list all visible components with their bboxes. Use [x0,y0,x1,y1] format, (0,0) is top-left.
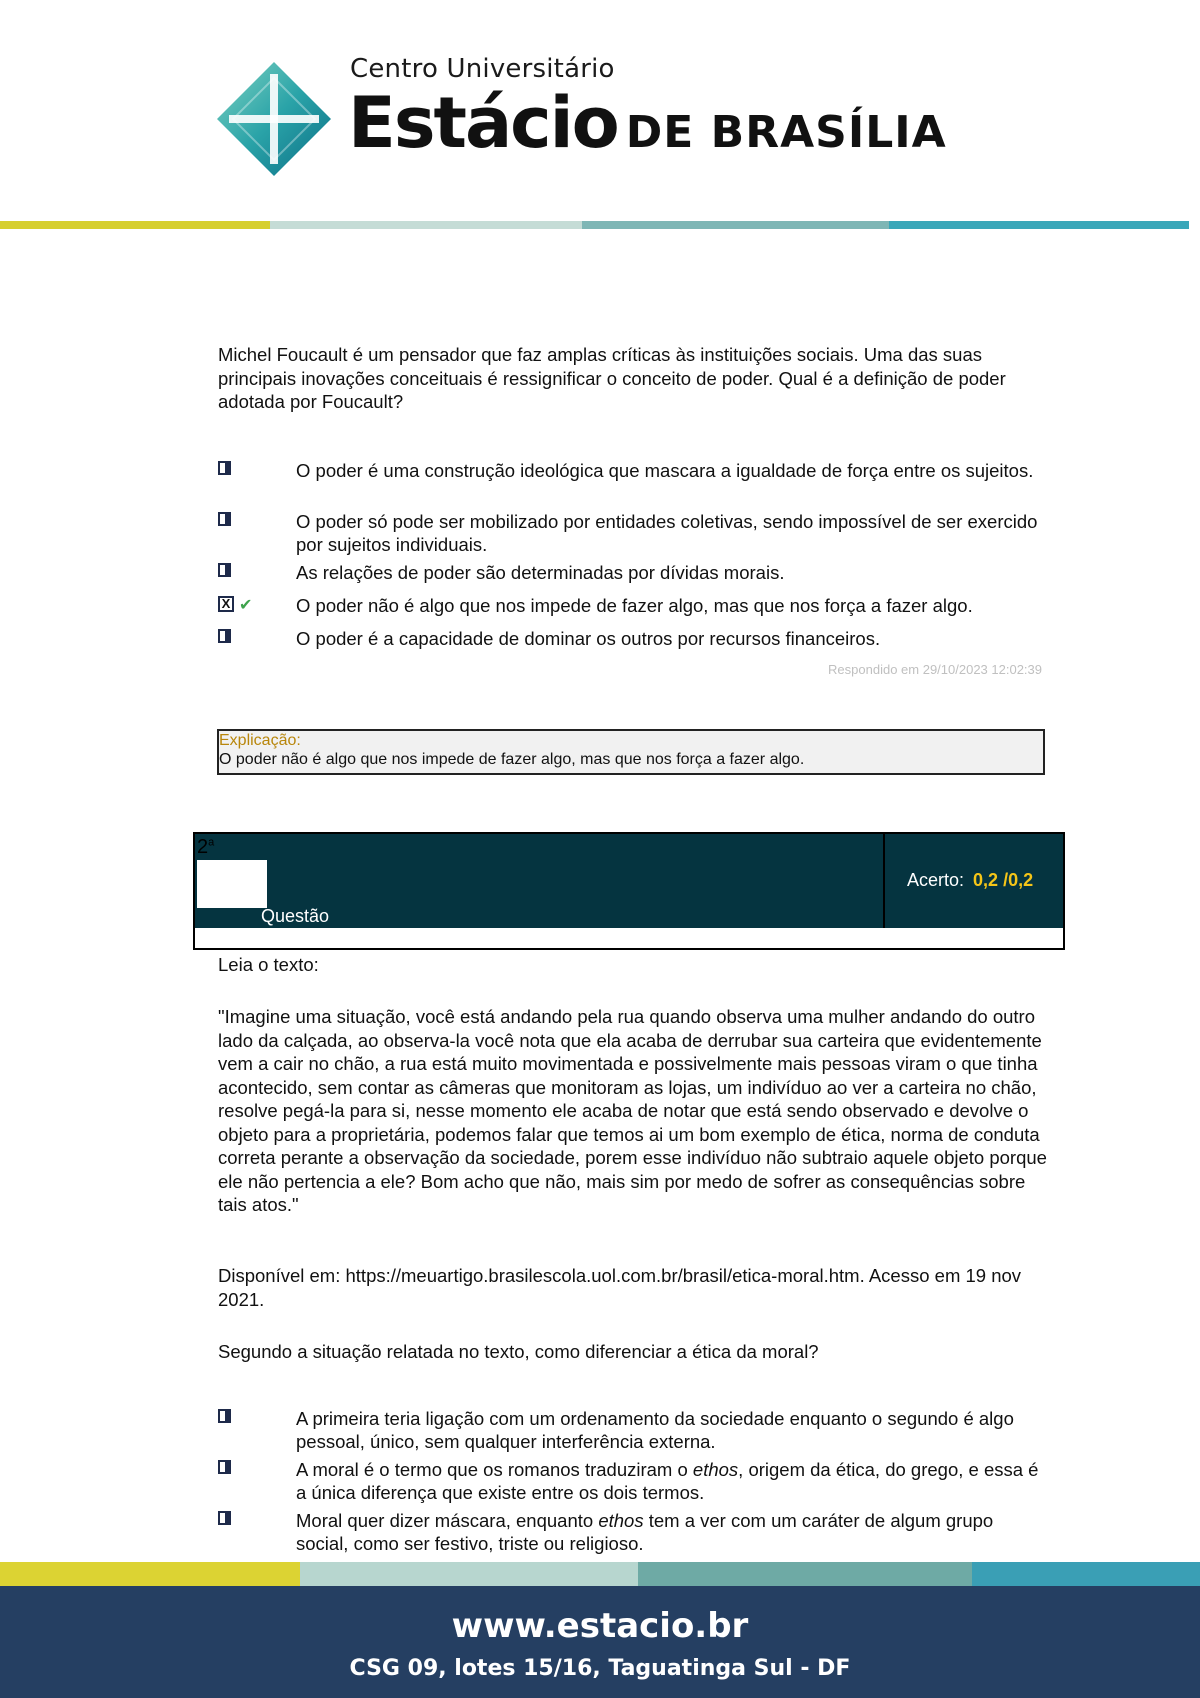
checkbox-icon[interactable] [218,1460,231,1474]
explanation-label: Explicação: [219,732,301,749]
logo-location: DE BRASÍLIA [625,107,947,158]
checkbox-icon[interactable] [218,512,231,526]
stripe-segment [0,1562,300,1586]
checkbox-icon[interactable] [218,1409,231,1423]
option-text: O poder é a capacidade de dominar os outros por recursos financeiros. [296,628,881,649]
checkbox-icon[interactable] [218,563,231,577]
stripe-segment [0,221,270,229]
question2-intro: Leia o texto: [218,954,319,975]
question-number-value: 2 [197,836,209,858]
option-text: O poder é uma construção ideológica que mascara a igualdade de força entre os sujeitos. [296,460,1034,481]
correct-check-icon: ✔ [239,597,253,614]
option-text: O poder só pode ser mobilizado por entidades coletivas, sendo impossível de ser exercido por sujeitos individuais. [296,511,1038,555]
logo-subtitle: Centro Universitário [350,54,615,84]
question-number-box [197,860,267,908]
footer [0,1586,1200,1698]
question-number [197,836,214,859]
checkbox-icon[interactable] [218,629,231,643]
option-text-pre: A primeira teria ligação com um ordenamento da sociedade enquanto o segundo é algo pessoal, único, sem qualquer interferência externa. [296,1408,1014,1452]
option-text-post: tem a ver com um caráter de algum grupo social, como ser festivo, triste ou religioso. [296,1510,994,1554]
stripe-segment [582,221,889,229]
header-divider [883,834,885,928]
answered-timestamp: Respondido em 29/10/2023 12:02:39 [828,662,1042,677]
institution-logo [215,54,1005,184]
diamond-logo-icon [215,60,333,178]
score-value: 0,2 /0,2 [973,870,1034,890]
checked-box-icon[interactable]: X [218,596,234,612]
footer-address: CSG 09, lotes 15/16, Taguatinga Sul - DF [349,1656,851,1681]
stripe-segment [638,1562,972,1586]
option-text [296,1509,1048,1555]
header-color-stripe [0,221,1189,229]
question2-header [193,832,1065,928]
option-text: As relações de poder são determinadas por dívidas morais. [296,562,785,583]
checkbox-icon[interactable] [218,1511,231,1525]
question-number-suffix: a [208,836,215,849]
question2-quote: "Imagine uma situação, você está andando pela rua quando observa uma mulher andando do outro lado da calçada, ao observa-la você nota que ela acaba de derrubar sua carteira que evidentemente vem a cair no chão, a rua está muito movimentada e possivelmente mais pessoas viram o que tinha acontecido, sem contar as câmeras que monitoram as lojas, um indivíduo ao ver a carteira no chão, resolve pegá-la para si, nesse momento ele acaba de notar que está sendo observado e devolve o objeto para a proprietária, podemos falar que temos ai um bom exemplo de ética, norma de conduta correta perante a observação da sociedade, porem esse indivíduo não subtraio aquele objeto porque ele não pertencia a ele? Bom acho que não, mais sim por medo de sofrer as consequências sobre tais atos." [218,1006,1047,1215]
score-label: Acerto: [907,870,965,890]
question2-source: Disponível em: https://meuartigo.brasilescola.uol.com.br/brasil/etica-moral.htm. Acesso em 19 nov 2021. [218,1265,1022,1310]
explanation-box [217,729,1045,775]
logo-wordmark [348,82,947,164]
score-display [907,870,1033,891]
footer-color-stripe [0,1562,1200,1586]
option-text-emphasis: ethos [692,1459,739,1480]
checkbox-icon[interactable] [218,461,231,475]
explanation-text: O poder não é algo que nos impede de fazer algo, mas que nos força a fazer algo. [219,751,805,768]
stripe-segment [972,1562,1200,1586]
question-header-underbox [193,926,1065,950]
option-text-post: , origem da ética, do grego, e essa é a única diferença que existe entre os dois termos. [296,1459,1039,1503]
option-text-emphasis: ethos [598,1510,644,1531]
option-text [296,1407,1048,1453]
question1-prompt: Michel Foucault é um pensador que faz amplas críticas às instituições sociais. Uma das suas principais inovações conceituais é ressignificar o conceito de poder. Qual é a definição de poder adotada por Foucault? [218,344,1006,412]
logo-brand: Estácio [348,82,618,164]
option-text-pre: Moral quer dizer máscara, enquanto [296,1510,599,1531]
stripe-segment [270,221,582,229]
stripe-segment [300,1562,638,1586]
option-text [296,1458,1048,1504]
option-text: O poder não é algo que nos impede de fazer algo, mas que nos força a fazer algo. [296,595,973,616]
option-text-pre: A moral é o termo que os romanos traduziram o [296,1459,693,1480]
footer-website[interactable]: www.estacio.br [451,1606,749,1646]
stripe-segment [889,221,1189,229]
question2-prompt: Segundo a situação relatada no texto, como diferenciar a ética da moral? [218,1341,819,1362]
question-label: Questão [261,906,330,926]
